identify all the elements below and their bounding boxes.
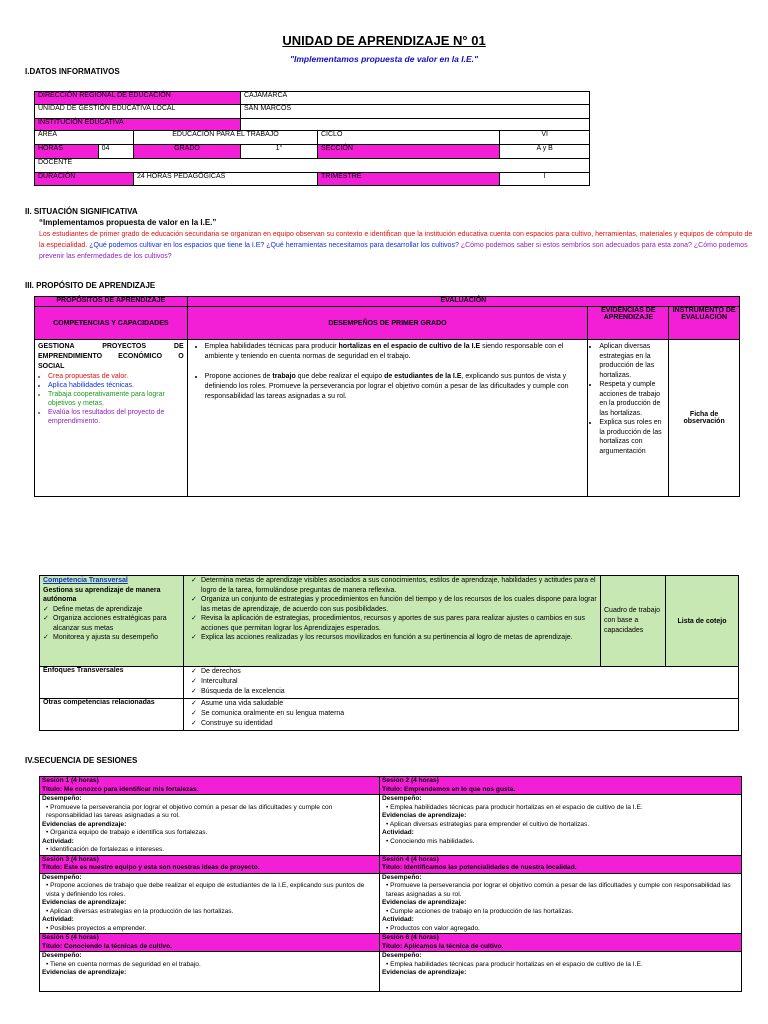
- capacidad-3: • Trabaja cooperativamente para lograr objetivos y metas.: [48, 390, 184, 408]
- desemp-header: DESEMPEÑOS DE PRIMER GRADO: [187, 307, 588, 340]
- horas-value: 04: [98, 145, 133, 159]
- desempeno-2: • Propone acciones de trabajo que debe realizar el equipo de estudiantes de la I.E, explicando sus puntos de vista y definiendo los roles. Promueve la perseverancia por lograr el objetivo común a pesar de las dificultades y cumple con responsabilidad las tareas asignadas a su rol.: [205, 372, 585, 402]
- section-proposito-heading: III. PROPÓSITO DE APRENDIZAJE: [25, 281, 156, 290]
- area-value: EDUCACIÓN PARA EL TRABAJO: [134, 131, 318, 145]
- session-6-header: Sesión 6 (4 horas) Título: Aplicamos la técnica de cultivo.: [380, 934, 742, 952]
- session-3-actividad: • Posibles proyectos a emprender.: [46, 924, 147, 932]
- eval-header: EVALUACIÓN: [187, 297, 739, 307]
- prop-header: PROPÓSITOS DE APRENDIZAJE: [35, 297, 188, 307]
- transversal-desempeno-1: ✓ Determina metas de aprendizaje visibles asociados a sus conocimientos, estilos de aprendizaje, habilidades y actitudes para el logro de la tarea, formulándose preguntas de manera reflexiva.: [191, 576, 597, 595]
- grado-value: 1°: [241, 145, 318, 159]
- capacidad-4: • Evalúa los resultados del proyecto de emprendimiento.: [48, 408, 184, 426]
- dre-label: DIRECCIÓN REGIONAL DE EDUCACIÓN: [35, 92, 241, 105]
- dre-value: CAJAMARCA: [241, 92, 590, 105]
- session-3-body: Desempeño: • Propone acciones de trabajo que debe realizar el equipo de estudiantes de la I.E, explicando sus puntos de vista y definiendo los roles. Evidencias de aprendizaje: • Aplican diversas estrategias en la producción de las hortalizas. Actividad: • Posibles proyectos a emprender.: [40, 873, 380, 934]
- transversal-cap-1: ✓ Define metas de aprendizaje: [43, 605, 180, 615]
- otras-competencias-cell: [184, 699, 739, 731]
- session-1-evidencia: • Organiza equipo de trabajo e identifica sus fortalezas.: [46, 829, 208, 836]
- transversal-name: Gestiona su aprendizaje de manera autónoma: [43, 586, 161, 603]
- transversal-desempeno-3: ✓ Revisa la aplicación de estrategias, procedimientos, recursos y aportes de sus pares para realizar ajustes o cambios en sus acciones que permitan lograr los Aprendizajes esperados.: [191, 614, 597, 633]
- session-6-desempeno: • Emplea habilidades técnicas para producir hortalizas en el espacio de cultivo de la I.E.: [386, 960, 643, 968]
- otra-competencia-3: ✓ Construye su identidad: [191, 719, 735, 729]
- instrumento-cell: Ficha de observación: [669, 340, 740, 497]
- page-subtitle: "Implementamos propuesta de valor en la I.E.": [289, 54, 479, 64]
- enfoque-2: ✓ Intercultural: [191, 677, 735, 687]
- situacion-context: Los estudiantes de primer grado de educación secundaria se organizan en equipo observan su contexto e identifican que la institución educativa cuenta con espacios para cultivo, herramientas, materiales y equipos de cómputo de la especialidad.: [39, 231, 753, 249]
- duracion-value: 24 HORAS PEDAGÓGICAS: [134, 173, 318, 186]
- session-5-body: Desempeño: • Tiene en cuenta normas de seguridad en el trabajo. Evidencias de aprendizaje:: [40, 952, 380, 992]
- enfoque-3: ✓ Búsqueda de la excelencia: [191, 687, 735, 697]
- session-1-desempeno: • Promueve la perseverancia por lograr el objetivo común a pesar de las dificultades y cumple con responsabilidad las tareas asignadas a su rol.: [46, 803, 333, 819]
- session-3-header: Sesión 3 (4 horas) Título: Este es nuestro equipo y esta son nuestras ideas de proyecto.: [40, 855, 380, 873]
- transversal-desempenos-cell: [184, 576, 601, 667]
- ie-value: [241, 119, 590, 131]
- session-1-actividad: • Identificación de fortalezas e intereses.: [46, 846, 165, 853]
- evidencia-3: • Explica sus roles en la producción de las hortalizas con argumentación: [599, 418, 665, 456]
- session-2-evidencia: • Aplican diversas estrategias para emprender el cultivo de hortalizas.: [386, 820, 590, 828]
- sesiones-table: [39, 776, 742, 992]
- session-2-desempeno: • Emplea habilidades técnicas para producir hortalizas en el espacio de cultivo de la I.E.: [386, 803, 643, 811]
- situacion-title: “Implementamos propuesta de valor en la I.E.”: [39, 218, 217, 227]
- session-4-actividad: • Productos con valor agregado.: [386, 924, 480, 932]
- session-1-body: Desempeño: • Promueve la perseverancia por lograr el objetivo común a pesar de las dificultades y cumple con responsabilidad las tareas asignadas a su rol. Evidencias de aprendizaje: • Organiza equipo de trabajo e identifica sus fortalezas. Actividad: • Identificación de fortalezas e intereses.: [40, 795, 380, 856]
- evid-header: EVIDENCIAS DE APRENDIZAJE: [588, 307, 669, 340]
- evidencia-1: • Aplican diversas estrategias en la producción de las hortalizas.: [599, 342, 665, 380]
- ugel-label: UNIDAD DE GESTIÓN EDUCATIVA LOCAL: [35, 105, 241, 119]
- session-3-desempeno: • Propone acciones de trabajo que debe realizar el equipo de estudiantes de la I.E, explicando sus puntos de vista y definiendo los roles.: [46, 882, 365, 898]
- transversal-evidencia: Cuadro de trabajo con base a capacidades: [601, 576, 666, 667]
- enfoque-1: ✓ De derechos: [191, 667, 735, 677]
- instr-header: INSTRUMENTO DE EVALUACIÓN: [669, 307, 740, 340]
- section-situacion-heading: II. SITUACIÓN SIGNIFICATIVA: [25, 207, 138, 216]
- proposito-table: [34, 296, 740, 497]
- docente-label: DOCENTE: [35, 159, 590, 173]
- trimestre-label: TRIMESTRE: [318, 173, 500, 186]
- session-2-body: Desempeño: • Emplea habilidades técnicas para producir hortalizas en el espacio de cultivo de la I.E. Evidencias de aprendizaje: • Aplican diversas estrategias para emprender el cultivo de hortalizas. Actividad: • Conociendo mis habilidades.: [380, 795, 742, 856]
- horas-label: HORAS: [35, 145, 99, 159]
- otras-competencias-label: Otras competencias relacionadas: [40, 699, 184, 731]
- situacion-questions-1: ¿Qué podemos cultivar en los espacios que tiene la I.E? ¿Qué herramientas necesitamos para desarrollar los cultivos?: [89, 242, 459, 249]
- competencia-cell: [35, 340, 188, 497]
- desempeno-1: • Emplea habilidades técnicas para producir hortalizas en el espacio de cultivo de la I.E siendo responsable con el ambiente y teniendo en cuenta normas de seguridad en el trabajo.: [205, 342, 585, 362]
- session-5-desempeno: • Tiene en cuenta normas de seguridad en el trabajo.: [46, 960, 201, 968]
- transversal-desempeno-4: ✓ Explica las acciones realizadas y los recursos movilizados en función a su pertinencia al logro de metas de aprendizaje.: [191, 633, 597, 643]
- otra-competencia-1: ✓ Asume una vida saludable: [191, 699, 735, 709]
- session-5-header: Sesión 5 (4 horas) Título: Conociendo la técnicas de cultivo.: [40, 934, 380, 952]
- transversal-cap-3: ✓ Monitorea y ajusta su desempeño: [43, 633, 180, 643]
- otra-competencia-2: ✓ Se comunica oralmente en su lengua materna: [191, 709, 735, 719]
- evidencia-2: • Respeta y cumple acciones de trabajo en la producción de las hortalizas.: [599, 380, 665, 418]
- situacion-text: [39, 229, 755, 262]
- ugel-value: SAN MARCOS: [241, 105, 590, 119]
- seccion-value: A y B: [500, 145, 590, 159]
- desempenos-cell: [187, 340, 588, 497]
- transversal-comp-cell: [40, 576, 184, 667]
- ciclo-label: CICLO: [318, 131, 500, 145]
- duracion-label: DURACIÓN: [35, 173, 134, 186]
- session-4-body: Desempeño: • Promueve la perseverancia por lograr el objetivo común a pesar de las dificultades y cumple con responsabilidad las tareas asignadas a su rol. Evidencias de aprendizaje: • Cumple acciones de trabajo en la producción de las hortalizas. Actividad: • Productos con valor agregado.: [380, 873, 742, 934]
- session-2-header: Sesión 2 (4 horas) Título: Emprendemos en lo que nos gusta.: [380, 777, 742, 795]
- enfoques-cell: [184, 667, 739, 699]
- section-datos-heading: I.DATOS INFORMATIVOS: [25, 67, 120, 76]
- transversal-desempeno-2: ✓ Organiza un conjunto de estrategias y procedimientos en función del tiempo y de los recursos de los cuales dispone para lograr las metas de aprendizaje, de acuerdo con sus posibilidades.: [191, 595, 597, 614]
- trimestre-value: I: [500, 173, 590, 186]
- datos-table: [34, 91, 590, 186]
- transversal-label: Competencia Transversal: [43, 577, 128, 584]
- session-3-evidencia: • Aplican diversas estrategias en la producción de las hortalizas.: [46, 907, 234, 915]
- session-4-header: Sesión 4 (4 horas) Título: Identificamos las potencialidades de nuestra localidad.: [380, 855, 742, 873]
- ie-label: INSTITUCIÓN EDUCATIVA: [35, 119, 241, 131]
- transversal-instrumento: Lista de cotejo: [666, 576, 739, 667]
- page-title: UNIDAD DE APRENDIZAJE N° 01: [282, 33, 486, 48]
- session-4-desempeno: • Promueve la perseverancia por lograr el objetivo común a pesar de las dificultades y cumple con responsabilidad las tareas asignadas a su rol.: [386, 882, 731, 898]
- seccion-label: SECCIÓN: [318, 145, 500, 159]
- transversal-cap-2: ✓ Organiza acciones estratégicas para alcanzar sus metas: [43, 614, 180, 633]
- competencia-name: GESTIONA PROYECTOS DE EMPRENDIMIENTO ECONÓMICO O SOCIAL: [38, 343, 184, 370]
- session-1-header: Sesión 1 (4 horas) Título: Me conozco para identificar mis fortalezas.: [40, 777, 380, 795]
- section-sesiones-heading: IV.SECUENCIA DE SESIONES: [25, 756, 138, 765]
- capacidad-2: • Aplica habilidades técnicas.: [48, 381, 184, 390]
- evidencias-cell: [588, 340, 669, 497]
- situacion-questions-2: ¿Cómo podemos saber si estos sembríos son adecuados para esta zona? ¿Cómo podemos prevenir las enfermedades de los cultivos?: [39, 242, 748, 260]
- ciclo-value: VI: [500, 131, 590, 145]
- session-6-body: Desempeño: • Emplea habilidades técnicas para producir hortalizas en el espacio de cultivo de la I.E. Evidencias de aprendizaje:: [380, 952, 742, 992]
- session-2-actividad: • Conociendo mis habilidades.: [386, 837, 475, 845]
- comp-header: COMPETENCIAS Y CAPACIDADES: [35, 307, 188, 340]
- capacidad-1: • Crea propuestas de valor.: [48, 372, 184, 381]
- enfoques-label: Enfoques Transversales: [40, 667, 184, 699]
- session-4-evidencia: • Cumple acciones de trabajo en la producción de las hortalizas.: [386, 907, 574, 915]
- grado-label: GRADO: [134, 145, 241, 159]
- area-label: ÁREA: [35, 131, 134, 145]
- transversal-table: [39, 575, 739, 731]
